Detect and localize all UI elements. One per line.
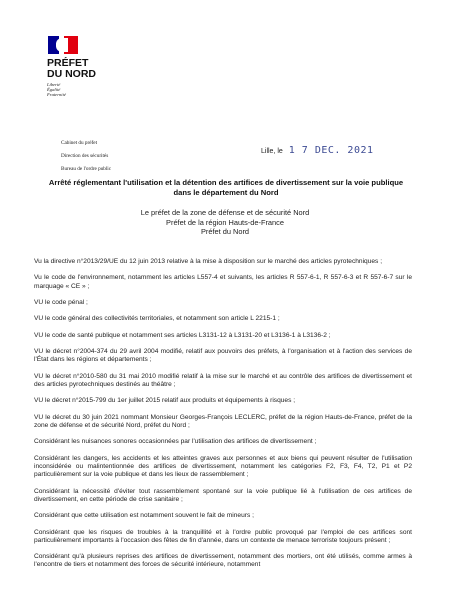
issuing-services <box>61 137 111 176</box>
logo-motto <box>47 82 117 98</box>
paragraph: VU le code général des collectivités territoriales, et notamment son article L 2215-1 ; <box>34 315 280 323</box>
prefet-du-nord-logo <box>47 36 117 98</box>
paragraph: VU le décret n°2010-580 du 31 mai 2010 modifié relatif à la mise sur le marché et au contrôle des artifices de divertissement et des articles pyrotechniques destinés au théâtre ; <box>34 372 412 388</box>
marianne-icon <box>48 36 84 54</box>
service-bureau: Bureau de l'ordre public <box>61 166 112 172</box>
date-stamp: 1 7 DEC. 2021 <box>288 145 374 156</box>
document-date <box>261 145 374 156</box>
paragraph: Vu le code de l'environnement, notamment les articles L557-4 et suivants, les articles R 557-6-1, R 557-6-3 et R 557-6-7 sur le marquage « CE » ; <box>34 274 412 290</box>
document-title: Arrêté réglementant l'utilisation et la détention des artifices de divertissement sur la voie publique dans le département du Nord <box>48 178 404 197</box>
date-place: Lille, le <box>261 148 283 155</box>
motto-fraternite: Fraternité <box>47 92 66 98</box>
document-body <box>34 258 412 570</box>
paragraph: VU le code pénal ; <box>34 298 88 306</box>
motto-egalite: Égalité <box>47 87 61 93</box>
paragraph: Considérant les nuisances sonores occasionnées par l'utilisation des artifices de divertissement ; <box>34 438 317 446</box>
authority-line-prefet: Préfet du Nord <box>200 227 250 236</box>
paragraph: Considérant que les risques de troubles à la tranquillité et à l'ordre public provoqué par l'emploi de ces artifices sont particulièrement importants à l'occasion des fêtes de fin d'année, dans un contexte de menace terroriste toujours présent ; <box>34 528 412 544</box>
logo-title-line1: PRÉFET <box>47 57 89 69</box>
paragraph: Considérant les dangers, les accidents et les atteintes graves aux personnes et aux biens qui peuvent résulter de l'utilisation inconsidérée ou malintentionnée des artifices de divertissement, notamment les catégories F2, F3, F4, T2, P1 et P2 particulièrement sur la voie publique et dans les lieux de rassemblement ; <box>34 454 412 479</box>
logo-title <box>47 58 117 80</box>
paragraph: VU le décret n°2015-799 du 1er juillet 2015 relatif aux produits et équipements à risques ; <box>34 397 296 405</box>
paragraph: VU le décret n°2004-374 du 29 avril 2004 modifié, relatif aux pouvoirs des préfets, à l'organisation et à l'action des services de l'État dans les régions et départements ; <box>34 348 412 364</box>
service-direction: Direction des sécurités <box>61 153 109 159</box>
paragraph: VU le code de santé publique et notamment ses articles L3131-12 à L3131-20 et L3136-1 à L3136-2 ; <box>34 331 331 339</box>
authority-line-zone: Le préfet de la zone de défense et de sécurité Nord <box>140 208 310 217</box>
motto-liberte: Liberté <box>47 82 61 87</box>
paragraph: VU le décret du 30 juin 2021 nommant Monsieur Georges-François LECLERC, préfet de la région Hauts-de-France, préfet de la zone de défense et de sécurité Nord, préfet du Nord ; <box>34 413 412 429</box>
paragraph: Vu la directive n°2013/29/UE du 12 juin 2013 relative à la mise à disposition sur le marché des articles pyrotechniques ; <box>34 258 383 265</box>
paragraph: Considérant que cette utilisation est notamment souvent le fait de mineurs ; <box>34 512 254 520</box>
authority-line-region: Préfet de la région Hauts-de-France <box>166 217 284 227</box>
authority-block <box>90 208 360 237</box>
paragraph: Considérant la nécessité d'éviter tout rassemblement spontané sur la voie publique lié à l'utilisation de ces artifices de divertissement, en cette période de crise sanitaire ; <box>34 487 412 503</box>
logo-title-line2: DU NORD <box>47 68 96 80</box>
service-cabinet: Cabinet du préfet <box>61 140 98 146</box>
paragraph: Considérant qu'à plusieurs reprises des artifices de divertissement, notamment des mortiers, ont été utilisés, comme armes à l'encontre de tiers et notamment des forces de sécurité intérieure, notamment <box>34 553 412 569</box>
